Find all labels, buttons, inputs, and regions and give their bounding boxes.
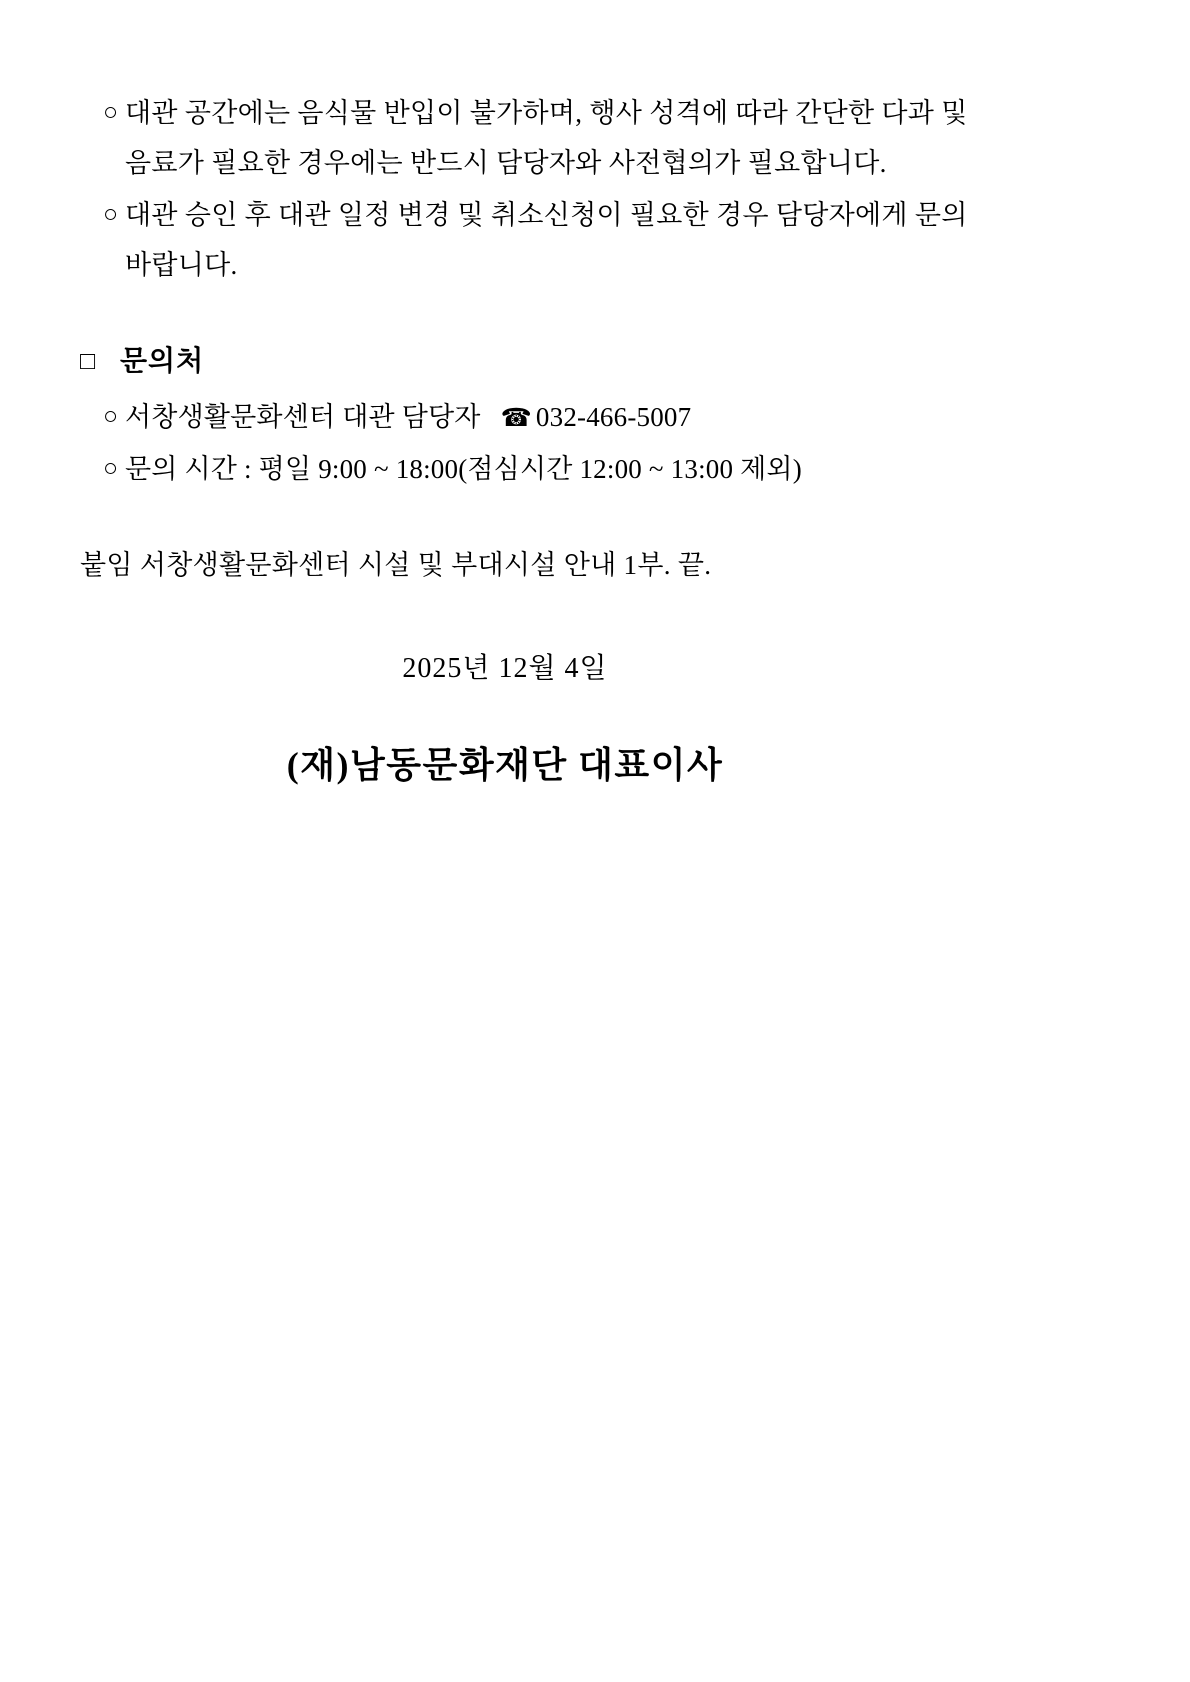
contact-item xyxy=(85,392,1095,444)
contact-phone-number: 032-466-5007 xyxy=(535,402,692,432)
spacer xyxy=(85,494,1095,540)
notice-item-line2: 음료가 필요한 경우에는 반드시 담당자와 사전협의가 필요합니다. xyxy=(125,148,887,178)
notice-item xyxy=(85,190,1095,290)
document-date: 2025년 12월 4일 xyxy=(402,653,608,684)
telephone-icon: ☎ xyxy=(500,405,532,432)
contact-section-heading xyxy=(80,338,1095,386)
circle-bullet-icon: ○ xyxy=(103,99,119,126)
spacer xyxy=(85,292,1095,338)
contact-person-label: 서창생활문화센터 대관 담당자 xyxy=(125,402,481,432)
document-body xyxy=(80,88,1095,792)
contact-item-text xyxy=(125,392,691,444)
notice-item-line1: 대관 공간에는 음식물 반입이 불가하며, 행사 성격에 따라 간단한 다과 및 xyxy=(125,98,968,128)
notice-item-text xyxy=(125,190,1095,290)
notice-item-text xyxy=(125,88,1095,188)
attachment-line: 붙임 서창생활문화센터 시설 및 부대시설 안내 1부. 끝. xyxy=(80,550,712,580)
notice-item-line1: 대관 승인 후 대관 일정 변경 및 취소신청이 필요한 경우 담당자에게 문의 xyxy=(125,200,968,230)
circle-bullet-icon: ○ xyxy=(103,455,119,482)
contact-hours-text: 문의 시간 : 평일 9:00 ~ 18:00(점심시간 12:00 ~ 13:00 제외) xyxy=(125,454,802,484)
contact-item xyxy=(85,444,1095,494)
notice-item-line2: 바랍니다. xyxy=(125,250,238,280)
document-signature: (재)남동문화재단 대표이사 xyxy=(286,745,724,785)
square-bullet-icon: □ xyxy=(80,348,96,375)
contact-section-title: 문의처 xyxy=(120,346,205,377)
notice-item xyxy=(85,88,1095,188)
circle-bullet-icon: ○ xyxy=(103,403,119,430)
circle-bullet-icon: ○ xyxy=(103,201,119,228)
